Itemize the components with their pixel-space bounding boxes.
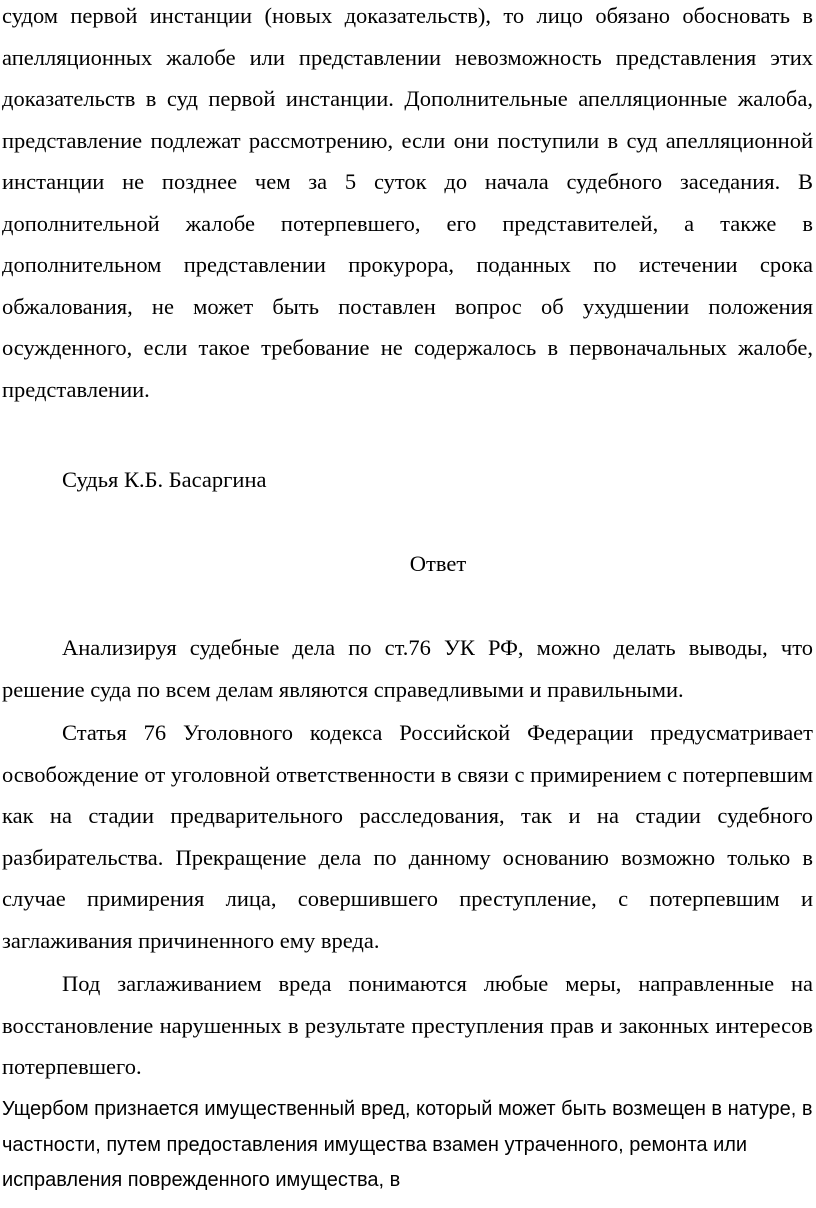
paragraph-article-76: Статья 76 Уголовного кодекса Российской Федерации предусматривает освобождение от уголовной ответственности в связи с примирением с потерпевшим как на стадии предварительного расследования, так и на стадии судебного разбирательства. Прекращение дела по данному основанию возможно только в случае примирения лица, совершившего преступление, с потерпевшим и заглаживания причиненного ему вреда. xyxy=(2,720,813,953)
paragraph-analysis: Анализируя судебные дела по ст.76 УК РФ, можно делать выводы, что решение суда по всем делам являются справедливыми и правильными. xyxy=(2,635,813,702)
judge-signature: Судья К.Б. Басаргина xyxy=(62,467,267,492)
answer-heading: Ответ xyxy=(409,551,467,576)
paragraph-appeal-procedure: судом первой инстанции (новых доказательств), то лицо обязано обосновать в апелляционных жалобе или представлении невозможность представления этих доказательств в суд первой инстанции. Дополнительные апелляционные жалоба, представление подлежат рассмотрению, если они поступили в суд апелляционной инстанции не позднее чем за 5 суток до начала судебного заседания. В дополнительной жалобе потерпевшего, его представителей, а также в дополнительном представлении прокурора, поданных по истечении срока обжалования, не может быть поставлен вопрос об ухудшении положения осужденного, если такое требование не содержалось в первоначальных жалобе, представлении. xyxy=(2,3,813,402)
paragraph-damage-definition: Ущербом признается имущественный вред, который может быть возмещен в натуре, в частности, путем предоставления имущества взамен утраченного, ремонта или исправления поврежденного имущества, в xyxy=(2,1098,813,1191)
paragraph-harm-compensation: Под заглаживанием вреда понимаются любые меры, направленные на восстановление нарушенных в результате преступления прав и законных интересов потерпевшего. xyxy=(2,971,813,1079)
